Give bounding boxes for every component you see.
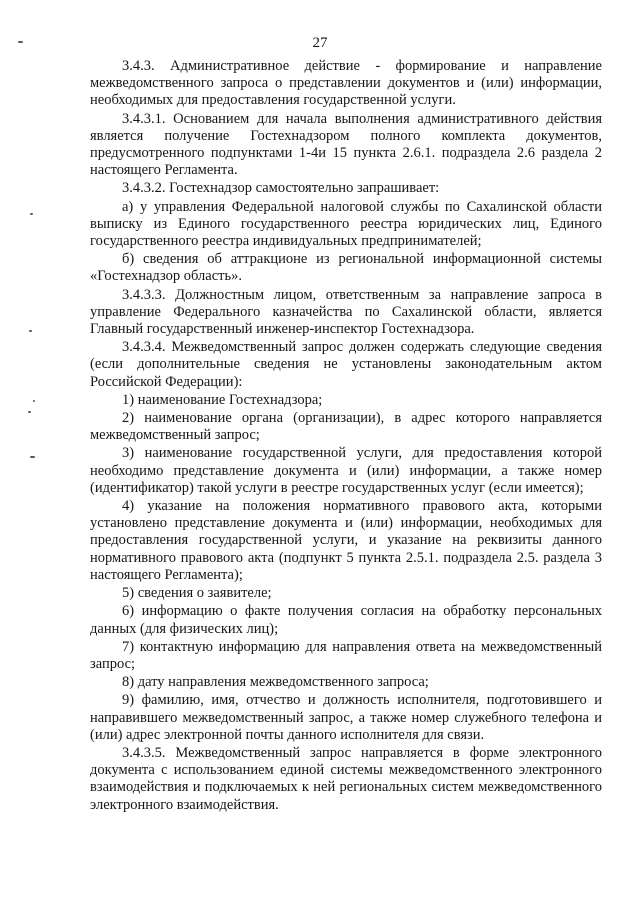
document-body (90, 58, 602, 814)
list-item-6: 6) информацию о факте получения согласия на обработку персональных данных (для физических лиц); (90, 603, 602, 637)
list-item-b: б) сведения об аттракционе из региональной информационной системы «Гостехнадзор область». (90, 251, 602, 285)
list-item-5: 5) сведения о заявителе; (122, 585, 272, 602)
scan-mark (29, 330, 32, 332)
paragraph-3-4-3-5: 3.4.3.5. Межведомственный запрос направляется в форме электронного документа с использованием единой системы межведомственного электронного взаимодействия и подключаемых к ней региональных систем межведомственного электронного взаимодействия. (90, 744, 602, 813)
list-item-7: 7) контактную информацию для направления ответа на межведомственный запрос; (90, 638, 602, 672)
scan-mark (33, 400, 35, 402)
section-3-4-3-heading: 3.4.3. Административное действие - формирование и направление межведомственного запроса о представлении документов и (или) информации, необходимых для предоставления государственной услуги. (90, 58, 602, 109)
paragraph-3-4-3-1: 3.4.3.1. Основанием для начала выполнения административного действия является получение Гостехнадзором полного комплекта документов, предусмотренного подпунктами 1-4и 15 пункта 2.6.1. подраздела 2.6 раздела 2 настоящего Регламента. (90, 110, 602, 179)
list-item-a: а) у управления Федеральной налоговой службы по Сахалинской области выписку из Единого государственного реестра юридических лиц, Единого государственного реестра индивидуальных предпринимателей; (90, 198, 602, 250)
paragraph-3-4-3-3: 3.4.3.3. Должностным лицом, ответственным за направление запроса в управление Федерального казначейства по Сахалинской области, является Главный государственный инженер-инспектор Гостехнадзора. (90, 286, 602, 338)
scan-mark (30, 456, 35, 458)
list-item-9: 9) фамилию, имя, отчество и должность исполнителя, подготовившего и направившего межведомственный запрос, а также номер служебного телефона и (или) адрес электронной почты данного исполнителя для связи. (90, 692, 602, 743)
list-item-1: 1) наименование Гостехнадзора; (122, 391, 323, 408)
list-item-4: 4) указание на положения нормативного правового акта, которыми установлено представление документа и (или) информации, необходимых для предоставления государственной услуги, и указание на реквизиты данного нормативного правового акта (подпункт 5 пункта 2.5.1. подраздела 2.5. раздела 3 настоящего Регламента); (90, 498, 602, 583)
paragraph-3-4-3-2: 3.4.3.2. Гостехнадзор самостоятельно запрашивает: (122, 180, 440, 197)
list-item-2: 2) наименование органа (организации), в адрес которого направляется межведомственный запрос; (90, 410, 602, 444)
scan-mark (28, 411, 31, 413)
page-number: 27 (312, 35, 328, 51)
list-item-3: 3) наименование государственной услуги, для предоставления которой необходимо представление документа и (или) информации, а также номер (идентификатор) такой услуги в реестре государственных услуг (если имеется); (90, 445, 602, 496)
list-item-8: 8) дату направления межведомственного запроса; (122, 674, 429, 691)
scan-mark (30, 213, 33, 215)
paragraph-3-4-3-4: 3.4.3.4. Межведомственный запрос должен содержать следующие сведения (если дополнительные сведения не установлены законодательным актом Российской Федерации): (90, 339, 602, 390)
